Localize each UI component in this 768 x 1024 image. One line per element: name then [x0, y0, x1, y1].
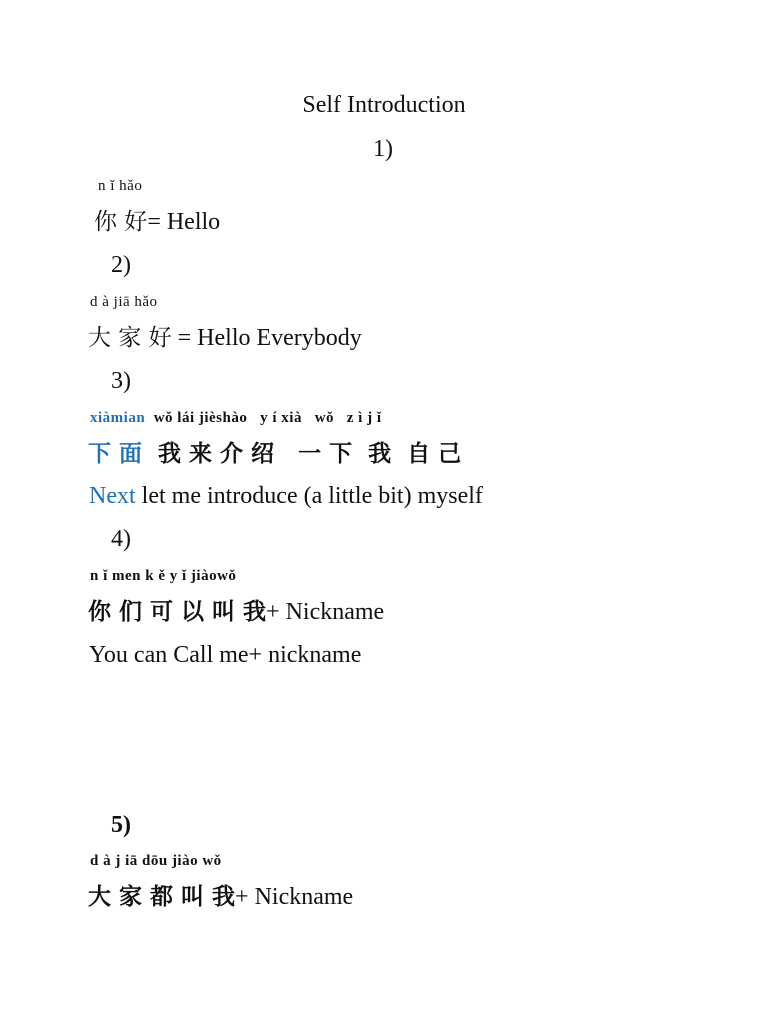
section-2-hanzi: 大 家 好 [88, 325, 172, 351]
section-3-hanzi-rest: 我 来 介 绍 一 下 我 自 己 [142, 441, 462, 467]
section-5-pinyin: d à j iā dōu jiào wǒ [90, 853, 222, 869]
section-3-translation-rest: let me introduce (a little bit) myself [135, 483, 483, 509]
page-title: Self Introduction [302, 92, 466, 118]
section-1-line [94, 203, 220, 236]
section-3-number: 3) [111, 368, 131, 394]
section-4-number: 4) [111, 526, 131, 552]
section-4-hanzi: 你 们 可 以 叫 我 [88, 599, 267, 625]
section-2-line [88, 319, 362, 352]
section-2-pinyin: d à jiā hǎo [90, 294, 158, 310]
section-3-hanzi-line [88, 435, 461, 468]
section-5-line [88, 878, 353, 911]
section-4-pinyin: n ǐ men k ě y ǐ jiàowǒ [90, 568, 237, 584]
section-4-translation [89, 642, 361, 669]
section-1-number: 1) [373, 136, 393, 162]
section-5-number: 5) [111, 812, 131, 838]
section-1-hanzi: 你 好 [94, 209, 148, 235]
section-5-meaning: + Nickname [235, 884, 354, 910]
section-1-meaning: = Hello [147, 209, 221, 235]
section-3-hanzi-highlight: 下 面 [88, 441, 143, 467]
section-4-meaning: + Nickname [266, 599, 385, 625]
section-4-translation-text: You can Call me+ nickname [89, 642, 362, 668]
section-3-pinyin-highlight: xiàmian [90, 410, 146, 426]
section-3-pinyin [90, 410, 382, 427]
section-2-number: 2) [111, 252, 131, 278]
section-2-meaning: = Hello Everybody [171, 325, 362, 351]
section-3-pinyin-rest: wǒ lái jièshào y í xià wǒ z ì j ǐ [145, 410, 382, 426]
section-3-translation [89, 483, 483, 510]
section-5-hanzi: 大 家 都 叫 我 [88, 884, 236, 910]
section-3-translation-highlight: Next [89, 483, 136, 509]
section-1-pinyin: n ǐ hǎo [98, 178, 143, 194]
section-4-line [88, 593, 384, 626]
